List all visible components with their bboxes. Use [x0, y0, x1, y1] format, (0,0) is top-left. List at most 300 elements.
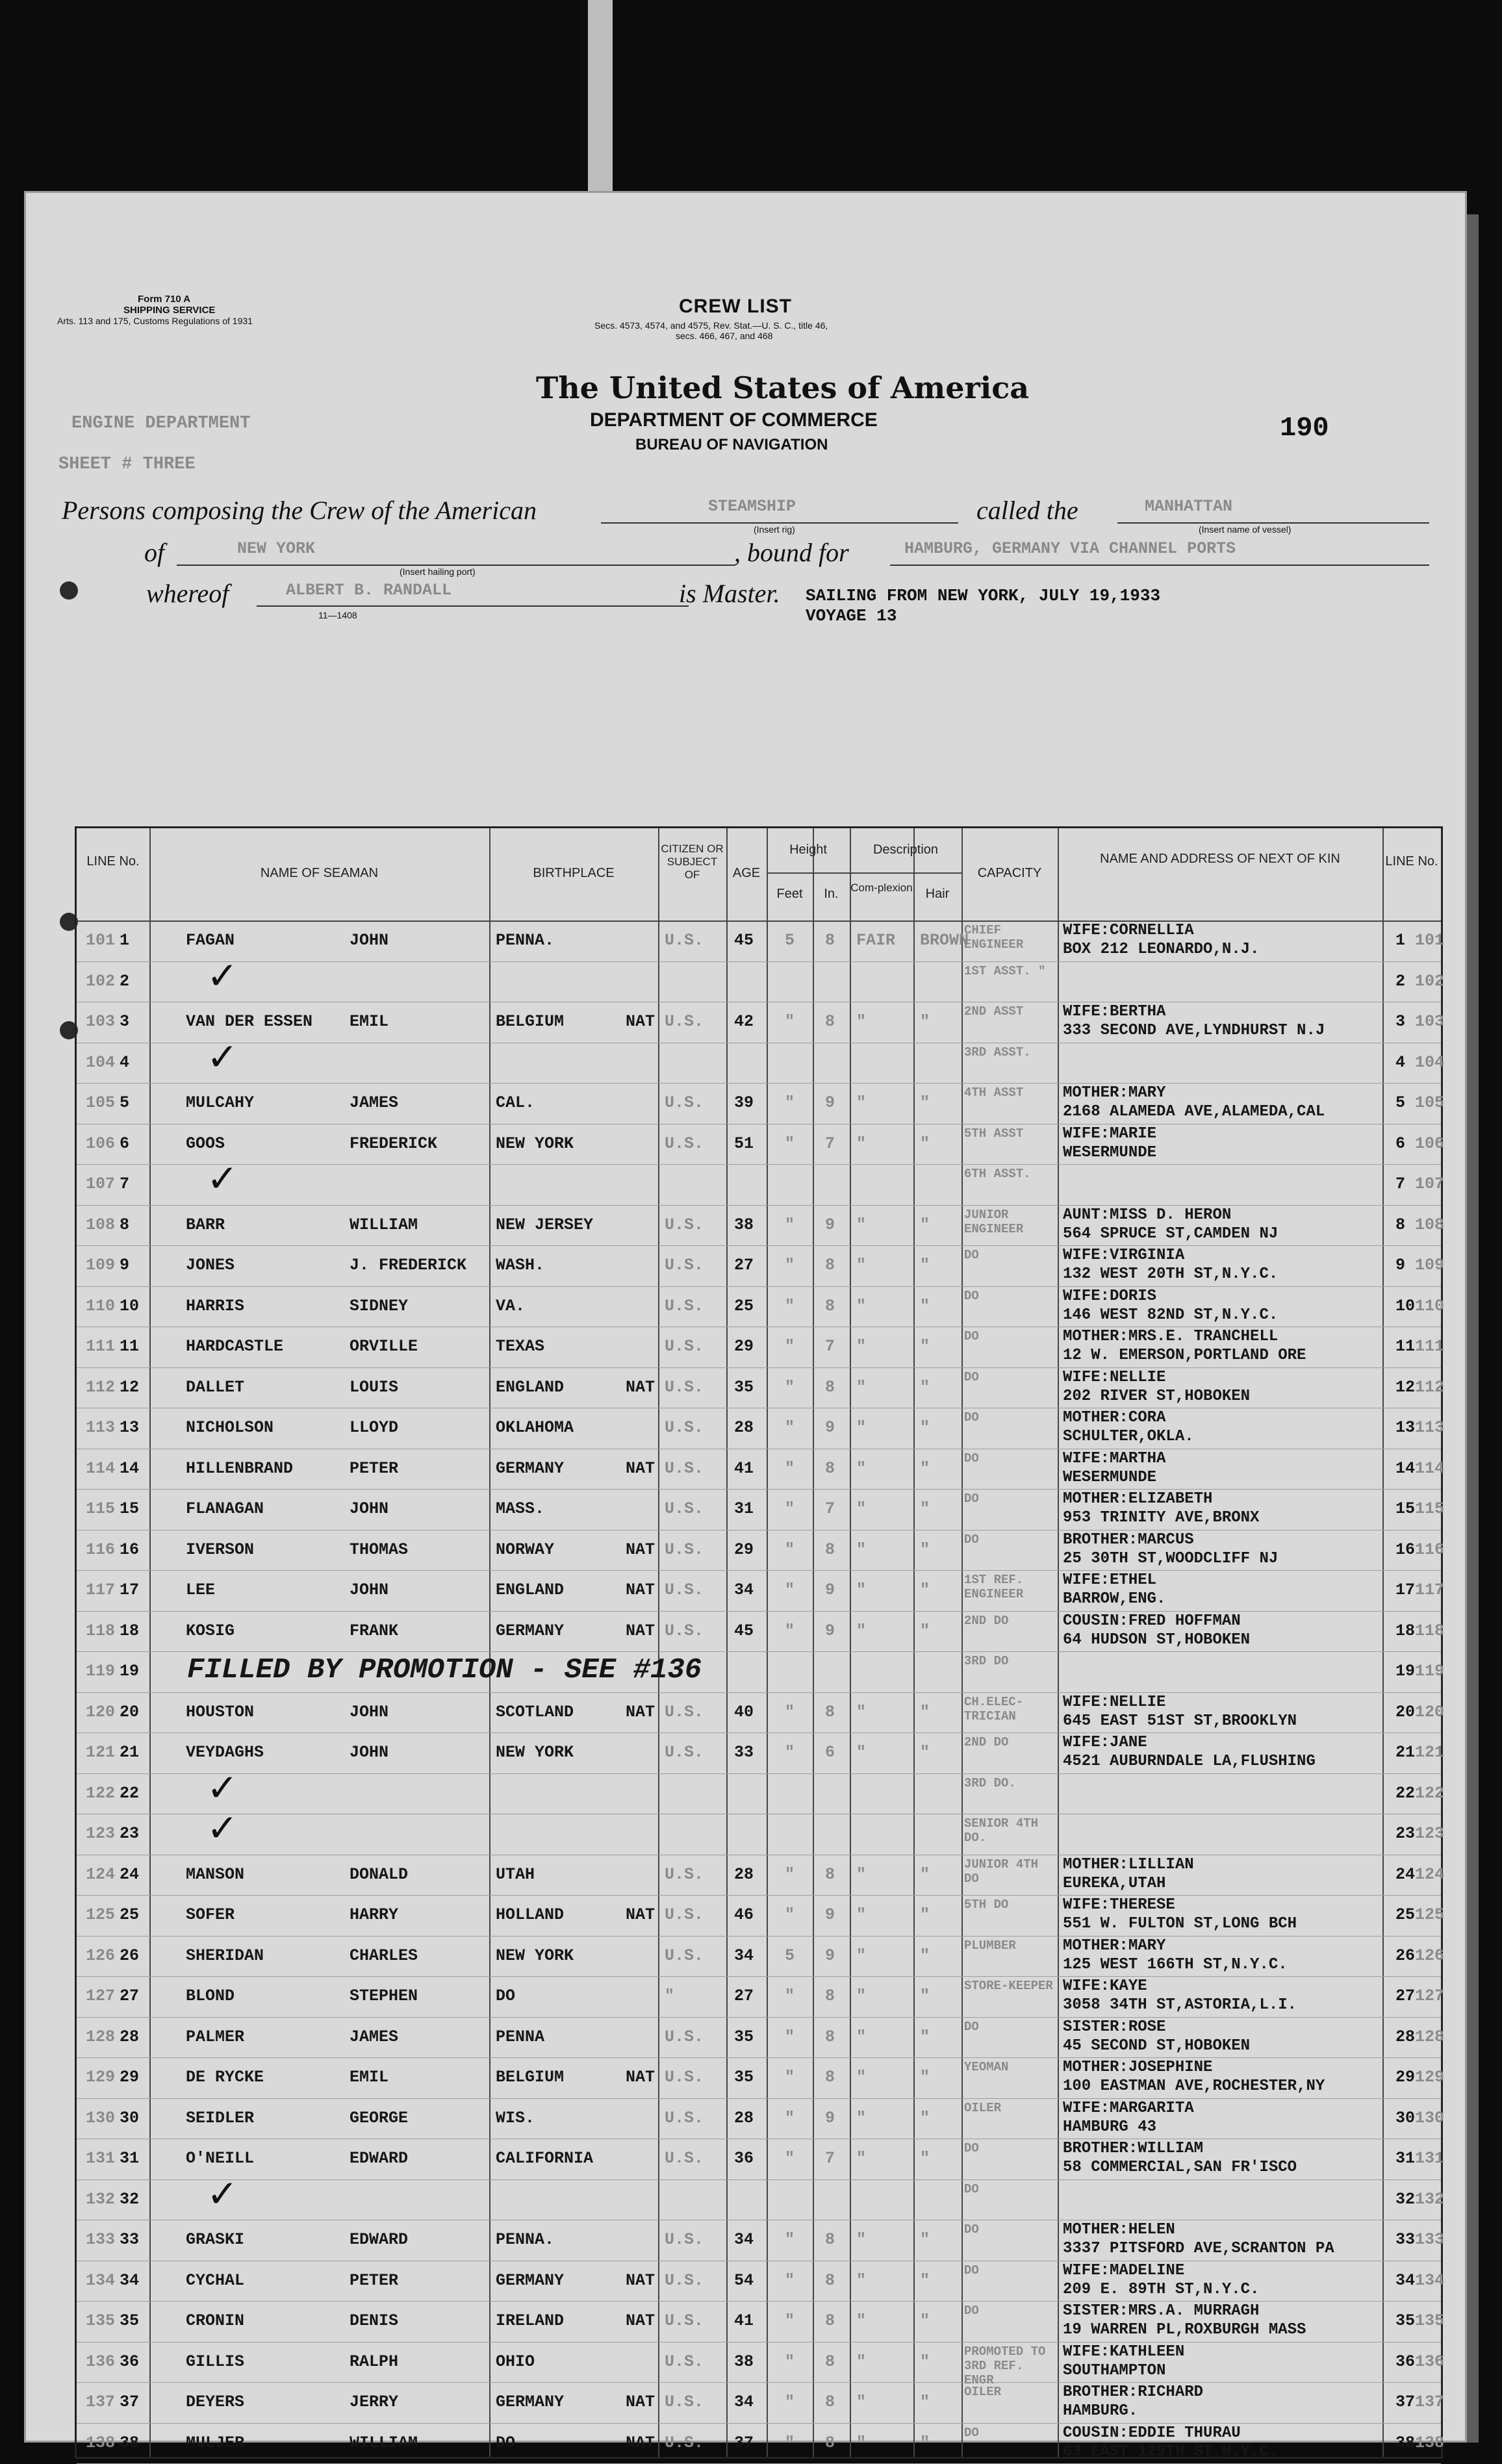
height-inches: 8	[825, 2068, 835, 2087]
country-heading: The United States of America	[536, 370, 1030, 405]
next-of-kin-name: MOTHER:MARY	[1063, 1084, 1166, 1102]
engine-department: ENGINE DEPARTMENT	[71, 414, 251, 433]
capacity: YEOMAN	[964, 2060, 1009, 2074]
seaman-last-name: CRONIN	[186, 2311, 245, 2330]
height-inches: 8	[825, 1458, 835, 1478]
hair: "	[920, 2108, 930, 2127]
naturalized-mark: NAT	[626, 2393, 656, 2411]
line-number-right: 23	[1395, 1824, 1416, 1843]
next-of-kin-name: WIFE:CORNELLIA	[1063, 922, 1194, 939]
height-feet: "	[785, 1093, 795, 1112]
citizenship: U.S.	[665, 2149, 704, 2168]
hair: "	[920, 2027, 930, 2046]
line-number-right: 14	[1395, 1458, 1416, 1478]
complexion: "	[856, 1499, 867, 1518]
line-number-right: 7	[1395, 1175, 1406, 1193]
capacity: DO	[964, 1492, 979, 1506]
complexion: FAIR	[856, 931, 896, 950]
header-capacity: CAPACITY	[977, 866, 1042, 880]
line-number-short: 28	[120, 2027, 140, 2046]
next-of-kin-name: WIFE:DORIS	[1063, 1287, 1157, 1305]
birthplace: NEW YORK	[496, 1946, 574, 1965]
complexion: "	[856, 1337, 867, 1356]
next-of-kin-name: WIFE:KAYE	[1063, 1977, 1147, 1995]
hair: "	[920, 1418, 930, 1437]
height-inches: 8	[825, 2433, 835, 2452]
birthplace: HOLLAND	[496, 1905, 565, 1924]
height-feet: "	[785, 2068, 795, 2087]
seaman-first-name: WILLIAM	[350, 1215, 418, 1234]
birthplace: NORWAY	[496, 1540, 555, 1559]
height-inches: 7	[825, 1499, 835, 1518]
hair: "	[920, 1987, 930, 2005]
age: 36	[734, 2149, 754, 2168]
capacity: 3RD DO	[964, 1654, 1009, 1668]
seaman-last-name: HARRIS	[186, 1296, 245, 1315]
line-number: 108	[86, 1215, 116, 1234]
line-number: 131	[86, 2149, 116, 2168]
capacity: DO	[964, 1288, 979, 1303]
handwritten-check-mark: ✓	[207, 2171, 238, 2216]
citizenship: U.S.	[665, 1946, 704, 1965]
seaman-last-name: HOUSTON	[186, 1702, 255, 1721]
line-number-right-faint: 109	[1415, 1256, 1445, 1275]
seaman-first-name: LOUIS	[350, 1377, 399, 1397]
seaman-last-name: VEYDAGHS	[186, 1743, 264, 1762]
hair: "	[920, 1134, 930, 1153]
line-number-short: 38	[120, 2433, 140, 2452]
complexion: "	[856, 1621, 867, 1640]
complexion: "	[856, 2393, 867, 2411]
line-number: 127	[86, 1987, 116, 2005]
complexion: "	[856, 2352, 867, 2371]
form-secs-line2: secs. 466, 467, and 468	[676, 331, 773, 341]
height-feet: "	[785, 1134, 795, 1153]
age: 45	[734, 931, 754, 950]
called-label: called the	[976, 496, 1078, 525]
age: 34	[734, 2230, 754, 2249]
next-of-kin-name: WIFE:NELLIE	[1063, 1368, 1166, 1386]
seaman-first-name: EDWARD	[350, 2149, 409, 2168]
capacity: DO	[964, 2304, 979, 2318]
crew-table	[75, 826, 1443, 2459]
capacity: 3RD ASST.	[964, 1045, 1031, 1060]
birthplace: NEW YORK	[496, 1743, 574, 1762]
height-feet: "	[785, 2108, 795, 2127]
next-of-kin-address: EUREKA,UTAH	[1063, 1874, 1166, 1892]
line-number-short: 12	[120, 1377, 140, 1397]
capacity: 2ND ASST	[964, 1004, 1024, 1019]
age: 54	[734, 2270, 754, 2290]
hair: "	[920, 1905, 930, 1924]
seaman-first-name: RALPH	[350, 2352, 399, 2371]
line-number-right-faint: 136	[1415, 2352, 1445, 2371]
age: 34	[734, 1581, 754, 1599]
line-number-short: 33	[120, 2230, 140, 2249]
citizenship: U.S.	[665, 2311, 704, 2330]
seaman-first-name: THOMAS	[350, 1540, 409, 1559]
height-inches: 9	[825, 1581, 835, 1599]
naturalized-mark: NAT	[626, 2311, 656, 2330]
line-number-short: 6	[120, 1134, 130, 1153]
birthplace: VA.	[496, 1296, 526, 1315]
form-number: Form 710 A	[138, 294, 191, 305]
line-number-right: 32	[1395, 2189, 1416, 2209]
hair: "	[920, 2393, 930, 2411]
line-number: 105	[86, 1093, 116, 1112]
page-number: 190	[1280, 413, 1329, 444]
complexion: "	[856, 1458, 867, 1478]
height-inches: 8	[825, 1864, 835, 1884]
citizenship: U.S.	[665, 931, 704, 950]
line-number-right-faint: 135	[1415, 2311, 1445, 2330]
hair: "	[920, 1946, 930, 1965]
line-number-right-faint: 114	[1415, 1458, 1445, 1478]
age: 38	[734, 1215, 754, 1234]
crew-list-sheet	[26, 193, 1465, 2461]
seaman-first-name: J. FREDERICK	[350, 1256, 467, 1275]
next-of-kin-name: WIFE:THERESE	[1063, 1896, 1175, 1914]
citizenship: U.S.	[665, 1337, 704, 1356]
citizenship: U.S.	[665, 1215, 704, 1234]
line-number-short: 10	[120, 1296, 140, 1315]
handwritten-check-mark: ✓	[207, 1034, 238, 1079]
line-number-right-faint: 112	[1415, 1377, 1445, 1397]
capacity: 2ND DO	[964, 1735, 1009, 1749]
vessel-rig: STEAMSHIP	[708, 497, 796, 516]
line-number: 113	[86, 1418, 116, 1437]
line-number-short: 15	[120, 1499, 140, 1518]
citizenship: U.S.	[665, 2352, 704, 2371]
line-number: 106	[86, 1134, 116, 1153]
hair: "	[920, 2068, 930, 2087]
next-of-kin-name: BROTHER:WILLIAM	[1063, 2140, 1204, 2157]
line-number-right: 5	[1395, 1093, 1406, 1112]
destination: HAMBURG, GERMANY VIA CHANNEL PORTS	[904, 539, 1236, 558]
line-number-right: 11	[1395, 1337, 1416, 1356]
height-feet: "	[785, 1256, 795, 1275]
seaman-last-name: KOSIG	[186, 1621, 235, 1640]
capacity: 5TH DO	[964, 1898, 1009, 1912]
line-number-short: 22	[120, 1783, 140, 1803]
line-number-right: 1	[1395, 931, 1406, 950]
seaman-last-name: DE RYCKE	[186, 2068, 264, 2087]
line-number: 133	[86, 2230, 116, 2249]
complexion: "	[856, 1134, 867, 1153]
next-of-kin-address: 564 SPRUCE ST,CAMDEN NJ	[1063, 1225, 1279, 1243]
naturalized-mark: NAT	[626, 1377, 656, 1397]
height-feet: "	[785, 2311, 795, 2330]
citizenship: U.S.	[665, 2027, 704, 2046]
line-number-right: 27	[1395, 1987, 1416, 2005]
line-number-short: 5	[120, 1093, 130, 1112]
birthplace: BELGIUM	[496, 1012, 565, 1031]
hair: "	[920, 1458, 930, 1478]
height-feet: "	[785, 1581, 795, 1599]
master-name: ALBERT B. RANDALL	[286, 581, 452, 600]
seaman-first-name: EMIL	[350, 1012, 389, 1031]
height-feet: "	[785, 1377, 795, 1397]
line-number-right: 20	[1395, 1702, 1416, 1721]
citizenship: U.S.	[665, 2433, 704, 2452]
print-code: 11—1408	[318, 610, 357, 620]
handwritten-check-mark: ✓	[207, 1156, 238, 1200]
voyage-number: VOYAGE 13	[806, 606, 897, 626]
height-feet: "	[785, 1987, 795, 2005]
age: 41	[734, 2311, 754, 2330]
header-feet: Feet	[776, 887, 803, 901]
complexion: "	[856, 2068, 867, 2087]
seaman-last-name: SEIDLER	[186, 2108, 255, 2127]
seaman-last-name: HILLENBRAND	[186, 1458, 294, 1478]
height-inches: 8	[825, 2270, 835, 2290]
department-heading: DEPARTMENT OF COMMERCE	[590, 409, 878, 431]
line-number-right-faint: 108	[1415, 1215, 1445, 1234]
age: 35	[734, 2027, 754, 2046]
line-number-right-faint: 137	[1415, 2393, 1445, 2411]
citizenship: U.S.	[665, 1296, 704, 1315]
birthplace: IRELAND	[496, 2311, 565, 2330]
height-feet: "	[785, 1743, 795, 1762]
capacity: DO	[964, 1410, 979, 1425]
height-inches: 9	[825, 2108, 835, 2127]
next-of-kin-name: SISTER:MRS.A. MURRAGH	[1063, 2302, 1260, 2320]
height-inches: 8	[825, 2230, 835, 2249]
hair: BROWN	[920, 931, 969, 950]
header-age: AGE	[732, 866, 761, 880]
line-number: 109	[86, 1256, 116, 1275]
height-feet: "	[785, 1702, 795, 1721]
age: 25	[734, 1296, 754, 1315]
seaman-first-name: JAMES	[350, 1093, 399, 1112]
next-of-kin-name: WIFE:ETHEL	[1063, 1571, 1157, 1589]
age: 51	[734, 1134, 754, 1153]
line-number: 122	[86, 1783, 116, 1803]
line-number-right-faint: 116	[1415, 1540, 1445, 1559]
line-number-short: 16	[120, 1540, 140, 1559]
seaman-first-name: HARRY	[350, 1905, 399, 1924]
line-number-short: 8	[120, 1215, 130, 1234]
height-inches: 7	[825, 1134, 835, 1153]
line-number: 125	[86, 1905, 116, 1924]
seaman-last-name: PALMER	[186, 2027, 245, 2046]
next-of-kin-address: BARROW,ENG.	[1063, 1590, 1166, 1608]
height-feet: "	[785, 2352, 795, 2371]
line-number-right-faint: 122	[1415, 1783, 1445, 1803]
insert-port-caption: (Insert hailing port)	[400, 566, 476, 577]
line-number-right-faint: 104	[1415, 1052, 1445, 1072]
line-number-short: 3	[120, 1012, 130, 1031]
age: 27	[734, 1987, 754, 2005]
capacity: DO	[964, 2019, 979, 2034]
next-of-kin-address: BOX 212 LEONARDO,N.J.	[1063, 941, 1260, 958]
line-number-short: 31	[120, 2149, 140, 2168]
binding-tape	[588, 0, 613, 195]
line-number: 124	[86, 1864, 116, 1884]
next-of-kin-address: 551 W. FULTON ST,LONG BCH	[1063, 1915, 1297, 1933]
line-number-right: 10	[1395, 1296, 1416, 1315]
line-number-right-faint: 118	[1415, 1621, 1445, 1640]
line-number: 130	[86, 2108, 116, 2127]
height-inches: 8	[825, 2352, 835, 2371]
next-of-kin-name: AUNT:MISS D. HERON	[1063, 1206, 1232, 1224]
complexion: "	[856, 1905, 867, 1924]
line-number-right: 17	[1395, 1581, 1416, 1599]
capacity: 3RD DO.	[964, 1775, 1016, 1790]
line-number-right: 18	[1395, 1621, 1416, 1640]
height-inches: 8	[825, 1296, 835, 1315]
height-inches: 6	[825, 1743, 835, 1762]
capacity: 1ST ASST. "	[964, 963, 1046, 978]
handwritten-check-mark: ✓	[207, 1806, 238, 1850]
hailing-port: NEW YORK	[237, 539, 316, 558]
birthplace: OHIO	[496, 2352, 535, 2371]
citizenship: U.S.	[665, 1621, 704, 1640]
line-number-right: 19	[1395, 1662, 1416, 1681]
line-number: 117	[86, 1581, 116, 1599]
line-number: 119	[86, 1662, 116, 1681]
age: 34	[734, 2393, 754, 2411]
bureau-heading: BUREAU OF NAVIGATION	[635, 436, 828, 453]
header-description: Description	[872, 843, 939, 857]
punch-hole	[60, 581, 78, 600]
line-number-right: 31	[1395, 2149, 1416, 2168]
line-number-short: 37	[120, 2393, 140, 2411]
hair: "	[920, 1743, 930, 1762]
vessel-name: MANHATTAN	[1145, 497, 1233, 516]
next-of-kin-name: WIFE:NELLIE	[1063, 1693, 1166, 1711]
hair: "	[920, 1296, 930, 1315]
height-feet: "	[785, 2149, 795, 2168]
birthplace: DO	[496, 1987, 516, 2005]
seaman-last-name: GRASKI	[186, 2230, 245, 2249]
next-of-kin-name: BROTHER:RICHARD	[1063, 2383, 1204, 2401]
line-number-right: 29	[1395, 2068, 1416, 2087]
seaman-first-name: JAMES	[350, 2027, 399, 2046]
next-of-kin-address: 25 30TH ST,WOODCLIFF NJ	[1063, 1549, 1279, 1568]
next-of-kin-address: 3058 34TH ST,ASTORIA,L.I.	[1063, 1996, 1297, 2014]
complexion: "	[856, 1946, 867, 1965]
age: 42	[734, 1012, 754, 1031]
capacity: 5TH ASST	[964, 1126, 1024, 1141]
sailing-info: SAILING FROM NEW YORK, JULY 19,1933	[806, 586, 1161, 605]
naturalized-mark: NAT	[626, 2433, 656, 2452]
line-number-short: 26	[120, 1946, 140, 1965]
next-of-kin-name: SISTER:ROSE	[1063, 2018, 1166, 2036]
line-number-short: 23	[120, 1824, 140, 1843]
line-number-right: 33	[1395, 2230, 1416, 2249]
next-of-kin-name: WIFE:VIRGINIA	[1063, 1247, 1185, 1264]
birthplace: GERMANY	[496, 2270, 565, 2290]
citizenship: U.S.	[665, 1134, 704, 1153]
age: 28	[734, 2108, 754, 2127]
line-number-right: 6	[1395, 1134, 1406, 1153]
seaman-first-name: PETER	[350, 1458, 399, 1478]
line-number: 102	[86, 971, 116, 991]
line-number-right: 28	[1395, 2027, 1416, 2046]
next-of-kin-address: SCHULTER,OKLA.	[1063, 1428, 1194, 1445]
line-number-right-faint: 102	[1415, 971, 1445, 991]
crew-list-title: CREW LIST	[679, 296, 792, 317]
line-number-right: 2	[1395, 971, 1406, 991]
height-inches: 7	[825, 1337, 835, 1356]
height-inches: 9	[825, 1093, 835, 1112]
next-of-kin-address: 45 SECOND ST,HOBOKEN	[1063, 2037, 1251, 2055]
next-of-kin-address: 19 WARREN PL,ROXBURGH MASS	[1063, 2321, 1306, 2339]
naturalized-mark: NAT	[626, 1012, 656, 1031]
next-of-kin-address: SOUTHAMPTON	[1063, 2361, 1166, 2380]
next-of-kin-name: WIFE:KATHLEEN	[1063, 2343, 1185, 2361]
seaman-last-name: VAN DER ESSEN	[186, 1012, 313, 1031]
height-inches: 8	[825, 2311, 835, 2330]
naturalized-mark: NAT	[626, 1702, 656, 1721]
next-of-kin-address: WESERMUNDE	[1063, 1468, 1157, 1486]
line-number-right-faint: 128	[1415, 2027, 1445, 2046]
insert-rig-caption: (Insert rig)	[754, 524, 795, 535]
line-number-short: 32	[120, 2189, 140, 2209]
bound-for-label: , bound for	[734, 538, 849, 567]
complexion: "	[856, 1987, 867, 2005]
birthplace: PENNA	[496, 2027, 545, 2046]
seaman-first-name: DONALD	[350, 1864, 409, 1884]
seaman-first-name: EDWARD	[350, 2230, 409, 2249]
naturalized-mark: NAT	[626, 2068, 656, 2087]
seaman-first-name: STEPHEN	[350, 1987, 418, 2005]
age: 45	[734, 1621, 754, 1640]
seaman-last-name: GOOS	[186, 1134, 225, 1153]
complexion: "	[856, 2433, 867, 2452]
age: 40	[734, 1702, 754, 1721]
line-number: 118	[86, 1621, 116, 1640]
seaman-first-name: CHARLES	[350, 1946, 418, 1965]
line-number-short: 17	[120, 1581, 140, 1599]
complexion: "	[856, 1540, 867, 1559]
line-number: 121	[86, 1743, 116, 1762]
of-label: of	[144, 538, 165, 567]
age: 35	[734, 2068, 754, 2087]
seaman-last-name: BARR	[186, 1215, 225, 1234]
line-number-right-faint: 129	[1415, 2068, 1445, 2087]
hair: "	[920, 1864, 930, 1884]
complexion: "	[856, 2027, 867, 2046]
height-inches: 8	[825, 1256, 835, 1275]
hair: "	[920, 1377, 930, 1397]
citizenship: U.S.	[665, 1256, 704, 1275]
complexion: "	[856, 2270, 867, 2290]
line-number-short: 14	[120, 1458, 140, 1478]
citizenship: U.S.	[665, 1702, 704, 1721]
next-of-kin-address: 64 HUDSON ST,HOBOKEN	[1063, 1631, 1251, 1649]
height-feet: "	[785, 1905, 795, 1924]
handwritten-check-mark: ✓	[207, 1765, 238, 1810]
line-number: 116	[86, 1540, 116, 1559]
line-number: 101	[86, 931, 116, 950]
next-of-kin-name: MOTHER:MARY	[1063, 1937, 1166, 1955]
naturalized-mark: NAT	[626, 1621, 656, 1640]
citizenship: U.S.	[665, 1012, 704, 1031]
height-inches: 8	[825, 1702, 835, 1721]
age: 28	[734, 1418, 754, 1437]
capacity: DO	[964, 2181, 979, 2196]
line-number-right-faint: 123	[1415, 1824, 1445, 1843]
age: 34	[734, 1946, 754, 1965]
line-number: 111	[86, 1337, 116, 1356]
complexion: "	[856, 1864, 867, 1884]
line-number-right-faint: 138	[1415, 2433, 1445, 2452]
line-number-short: 29	[120, 2068, 140, 2087]
capacity: OILER	[964, 2100, 1002, 2115]
citizenship: U.S.	[665, 1864, 704, 1884]
